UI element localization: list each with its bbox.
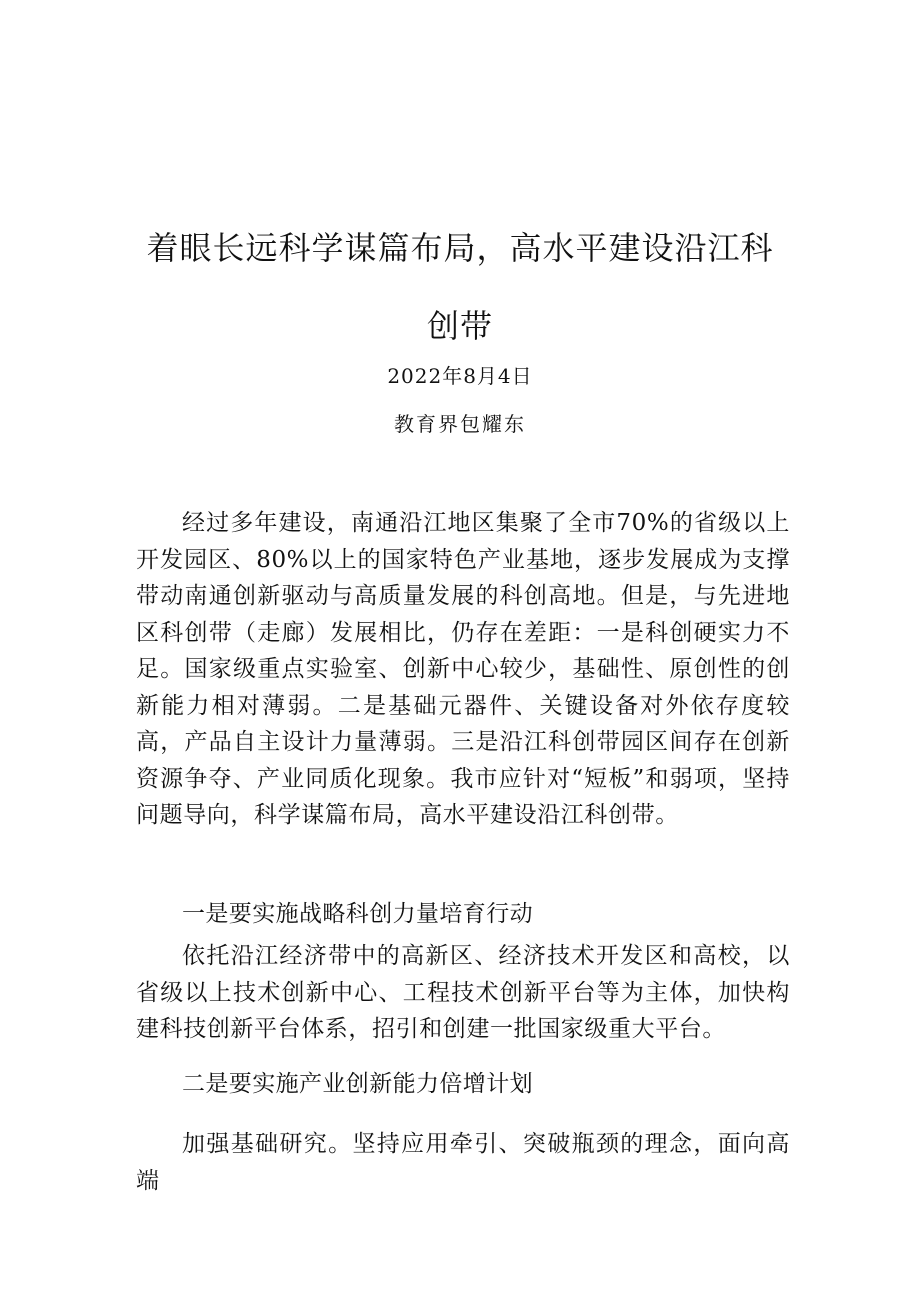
paragraph-section-1: 依托沿江经济带中的高新区、经济技术开发区和高校，以省级以上技术创新中心、工程技术创新平台等为主体，加快构建科技创新平台体系，招引和创建一批国家级重大平台。: [136, 943, 790, 1042]
document-date: 2022年8月4日: [387, 364, 533, 388]
section-heading-2: 二是要实施产业创新能力倍增计划: [182, 1071, 533, 1097]
paragraph-section-2: 加强基础研究。坚持应用牵引、突破瓶颈的理念，面向高端: [136, 1131, 790, 1194]
section-heading-1: 一是要实施战略科创力量培育行动: [182, 901, 533, 927]
document-title-line-1: 着眼长远科学谋篇布局，高水平建设沿江科: [146, 229, 774, 267]
document-author: 教育界包耀东: [394, 412, 526, 436]
paragraph-intro: 经过多年建设，南通沿江地区集聚了全市70%的省级以上开发园区、80%以上的国家特色产业基地，逐步发展成为支撑带动南通创新驱动与高质量发展的科创高地。但是，与先进地区科创带（走廊）发展相比，仍存在差距：一是科创硬实力不足。国家级重点实验室、创新中心较少，基础性、原创性的创新能力相对薄弱。二是基础元器件、关键设备对外依存度较高，产品自主设计力量薄弱。三是沿江科创带园区间存在创新资源争夺、产业同质化现象。我市应针对“短板”和弱项，坚持问题导向，科学谋篇布局，高水平建设沿江科创带。: [136, 510, 790, 828]
document-title-line-2: 创带: [426, 307, 493, 345]
